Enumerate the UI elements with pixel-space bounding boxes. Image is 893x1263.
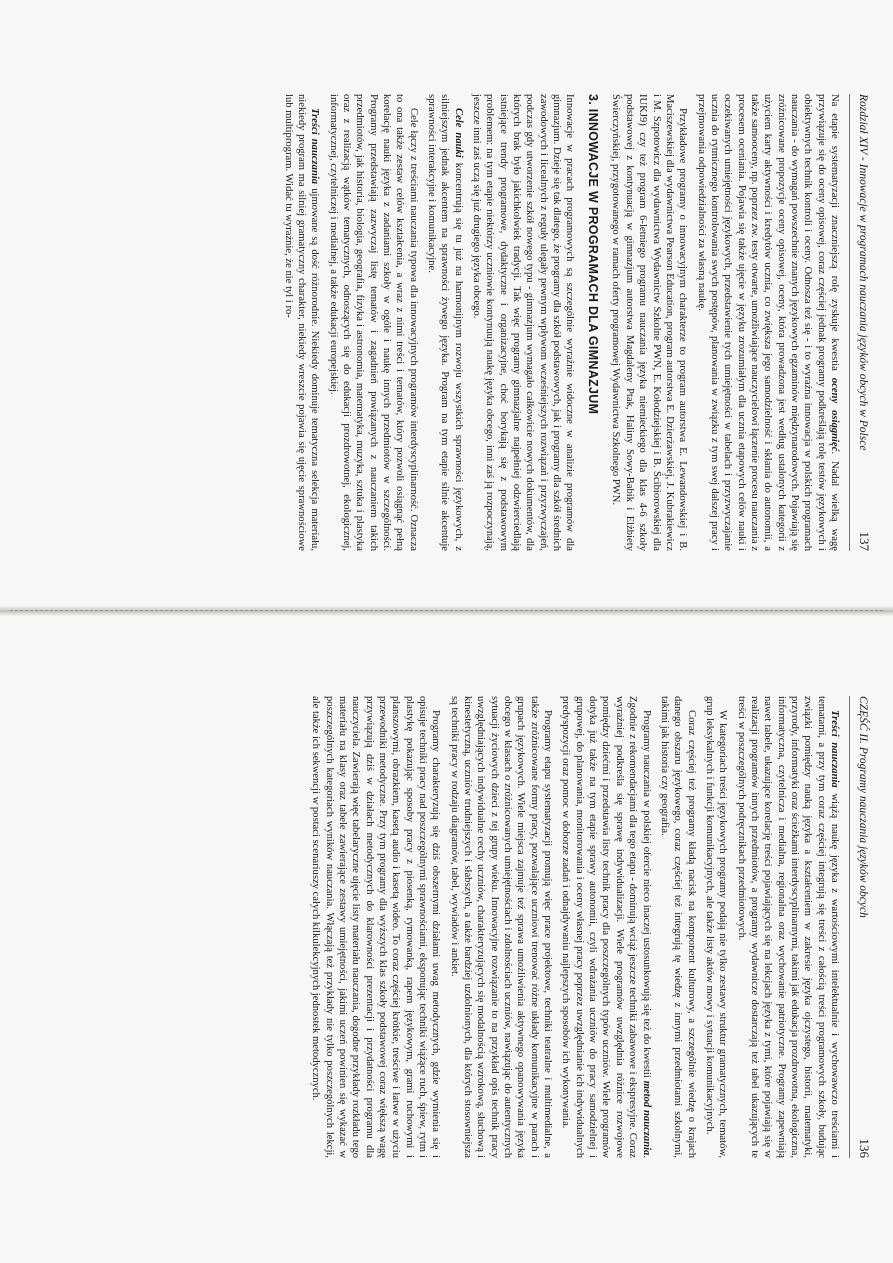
running-head-title: CZĘŚĆ II. Programy nauczania języków obcych <box>857 696 869 918</box>
paragraph: Na etapie systematyzacji znaczniejszą rolę zyskuje kwestia oceny osiągnięć. Nadal wielką wagę przywiązuje się do oceny opisowej, coraz częściej jednak programy podkreślają rolę testów językowych i obiektywnych technik kontroli i oceny. Odnosza też się - i to wyraźna innowacja w polskich programach nauczania - do wymagań powszechnie znanych językowych egzaminów międzynarodowych. Pojawiają się zróżnicowane propozycje oceny opisowej, oceny, która prowadzona jest według ustalonych kategorii z użyciem karty aktywności i kredytów ucznia, co zwiększa jego samodzielność i skłania do autonomii, a także samooceny, np. poprzez zw. testy otwarte, umożliwiające nauczycielowi łączenie procesu nauczania z procesem oceniania. Pojawia się także ujęcie w języku zrozumiałym dla ucznia etapowych celów nauki i oczekiwanych umiejętności językowych, przedstawienie tych umiejętności w tabelach i przyzwyczajanie ucznia do rytmicznego kontrolowania swych postępów, planowania w związku z tym swej dalszej pracy i przejmowania odpowiedzialności za własną naukę. <box>695 94 840 552</box>
running-head-title: Rozdział XIV - Innowacje w programach nauczania języków obcych w Polsce <box>857 94 869 451</box>
paragraph: Programy charakteryzują się dziś obszernymi działami uwag metodycznych, gdzie wymienia się i opisuje techniki pracy nad poszczególnymi sprawnościami, eksponując techniki wiążące ruch, śpiew, rytm i plastykę pokazując sposoby pracy z piosenką, rymowanką, rapem językowym, grami ruchowymi i planszowymi, obrazkiem, kasetą audio i kasetą wideo. To coraz częściej krótkie, treściwe i łatwe w użyciu przewodniki metodyczne. Przy tym programy dla wyższych klas szkoły podstawowej coraz większą wagę przywiązują dziś w działach metodycznych do klarowności prezentacji i przydatności programu dla nauczyciela. Zawierają więc tabelaryczne ujęcie listy materiału nauczania, dogodne przykłady rozkładu tego materiału na klasy oraz tabele zawierające zestawy umiejętności, jakimi uczeń powinien się wykazać w poszczególnych kategoriach wyników nauczania. Włączają też przykłady nie tylko poszczególnych lekcji, ale także ich sekwencji w postaci scenariuszy całych kilkulekcyjnych jednostek metodycznych. <box>310 696 442 1158</box>
section-heading: 3. INNOWACJE W PROGRAMACH DLA GIMNAZJUM <box>586 94 601 415</box>
paragraph: Treści nauczania ujmowane są dość różnorodnie. Niekiedy dominuje tematyczna selekcja materiału, niekiedy program ma silniej gramatyczny charakter, niekiedy wreszcie pojawia się ujęcie sprawnościowe lub multiprogram. Widać tu wyraźnie, że nie tyl i ro- <box>282 94 321 551</box>
paragraph: Przykładowe programy o innowacyjnym charakterze to program autorstwa E. Lewandowskiej i B. Maciszewskiej dla wydawnictwa Pearson Education, program autorstwa E. Dzierżawskiej, J. Kubrakiewicz i M. Szpotowicz dla wydawnictwa Wydawnictw Szkolne PWN, E. Kołodziejskiej i B. Ścibiorowskiej dla IUKJ9) czy też program 6-letniego programu nauczania języka niemieckiego dla klas 4-6 szkoły podstawowej z kontynuacją w gimnazjum autorstwa Magdaleny Ptak, Haliny Sowy-Babik i Elżbiety Świerczyńskiej, przygotowanego w ramach oferty programowej Wydawnictwa Szkolnego PWN. <box>610 94 689 551</box>
paragraph: Cele nauki koncentrują się tu już na harmonijnym rozwoju wszystkich sprawności językowych, z silniejszym jednak akcentem na sprawności żywego języka. Program na tym etapie silnie akcentuje sprawności interakcyjne i komunikacyjne. <box>425 94 464 552</box>
fold-line <box>10 610 883 612</box>
page-136 <box>4 682 872 1172</box>
emphasis: oceny osiągnięć <box>829 377 840 452</box>
paragraph: Innowacje w pracach programowych są szczególnie wyraźnie widoczne w analizie programów dla gimnazjum. Dzieje się tak dlatego, że programy dla szkół podstawowych, jak i programy dla szkół średnich zawodowych i licealnych z reguły ulegały pewnym wpływom wcześniejszych rozwiązań i przyzwyczajeń, podczas gdy utworzenie szkół nowego typu - gimnazjum wymagało całkowicie nowych dokumentów, dla których brak było jakichkolwiek tradycji. Tak więc programy gimnazjalne najpełniej odzwierciedlają istniejące trendy programowe, dydaktyczne i organizacyjne, choć borykają się z podstawowym problemem: na tym etapie niektórzy uczniowie kontynuują naukę języka obcego, inni zaś ją rozpoczynają, jeszcze inni zaś uczą się już drugiego języka obcego. <box>471 94 576 551</box>
paragraph: Programy nauczania w polskiej ofercie nieco inaczej ustosunkowują się też do kwestii metod nauczania. Zgodnie z rekomendacjami dla tego etapu - dominują wciąż jeszcze techniki zabawowe i ekspresyjne. Coraz wyraźniej podkreśla się sprawę indywidualizacji. Wiele programów uwzględnia różnice rozwojowe pomiędzy dziećmi i przedstawia listy technik pracy dla poszczególnych typów uczniów. Wiele programów dotyka już także na tym etapie sprawy autonomii, czyli wdrażania uczniów do pracy samodzielnej i grupowej, do planowania, monitorowania i oceny własnej pracy poprzez uwzględnianie ich indywidualnych predyspozycji oraz pomoc w doborze zadań i odnajdywaniu najlepszych sposobów ich wykonywania. <box>560 696 652 1159</box>
emphasis: Treści nauczania <box>309 108 321 185</box>
emphasis: Treści nauczania <box>829 710 840 788</box>
page-number: 136 <box>857 1138 872 1158</box>
page-137 <box>4 80 872 565</box>
emphasis: metod nauczania <box>640 1080 652 1156</box>
paragraph: W kategoriach treści językowych programy podają nie tylko zestawy struktur gramatycznych, tematów, grup leksykalnych i funkcji komunikacyjnych, ale także listy aktów mowy i sytuacji komunikacyjnych. <box>703 696 729 1158</box>
emphasis: Cele nauki <box>452 108 464 158</box>
paragraph: Treści nauczania wiążą naukę języka z wartościowymi intelektualnie i wychowawczo treściami i tematami, a przy tym coraz częściej integrują się treści z całością treści programowych szkoły, budując związki pomiędzy nauką języka a kształceniem w zakresie języka ojczystego, historii, matematyki, przyrody, informatyki oraz ścieżkami interdyscyplinarnymi, takimi jak edukacja prozdrowotna, ekologiczna, informatyczna, czytelnicza i medialna, regionalna oraz wychowanie patriotyczne. Programy zapewniają nawet tabele, ukazujące korelację treści pojawiających się na lekcjach języka z tymi, które pojawiają się w realizacji programów innych przedmiotów, a programy wydawnicze dostarczają też tabel ukazujących te treści w poszczególnych podręcznikach przedmiotowych. <box>735 696 840 1158</box>
page-number: 137 <box>857 531 872 551</box>
paragraph: Cele łączy z treściami nauczania typowa dla innowacyjnych programów interdyscyplinarność. Oznacza to ona także zestaw celów kształcenia, a wraz z nimi treści i tematów, który pozwoli osiągnąć pełną korelację nauki języka z zadaniami szkoły w ogóle i naukę innych przedmiotów w szczególności. Programy przedstawiają zazwyczaj listę tematów i zagadnień powiązanych z nauczaniem takich przedmiotów, jak historia, biologia, geografia, fizyka i astronomia, matematyka, muzyka, sztuka i plastyka oraz z realizacją wątków tematycznych, odnoszących się do edukacji prozdrowotnej, ekologicznej, informatycznej, czytelniczej i medialnej, a także edukacji europejskiej. <box>327 94 419 551</box>
paragraph: Coraz częściej też programy kładą nacisk na komponent kulturowy, a szczególnie wiedzę o krajach danego obszaru językowego, coraz częściej też integrują tę wiedzę z innymi przedmiotami szkolnymi, takimi jak historia czy geografia. <box>658 696 697 1158</box>
running-head <box>849 94 872 551</box>
text-column <box>309 696 841 1158</box>
paragraph: Programy etapu systematyzacji promują więc prace projektowe, techniki teatralne i multimedialne, a także zróżnicowane formy pracy, pozwalające uczniowi trenować różne układy komunikacyjne w parach i grupach językowych. Wiele miejsca zajmuje też sprawa umożliwienia aktywnego opanowywania języka obcego w klasach o zróżnicowanych umiejętnościach i zdolnościach uczniów, nawiązując do autentycznych sytuacji życiowych dzieci z tej grupy wieku. Innowacyjne rozwiązanie to na przykład opis technik pracy uwzględniających indywidualne cechy uczniów, charakteryzujących się modalnością wzrokową, słuchową i kinestetyczną, uczniów trudniejszych i słabszych, a także bardziej uzdolnionych, dla których stosowniejsza są techniki pracy w rodzaju diagramów, tabel, wywiadów i ankiet. <box>448 696 554 1158</box>
running-head <box>849 696 872 1158</box>
text-column <box>281 94 841 551</box>
